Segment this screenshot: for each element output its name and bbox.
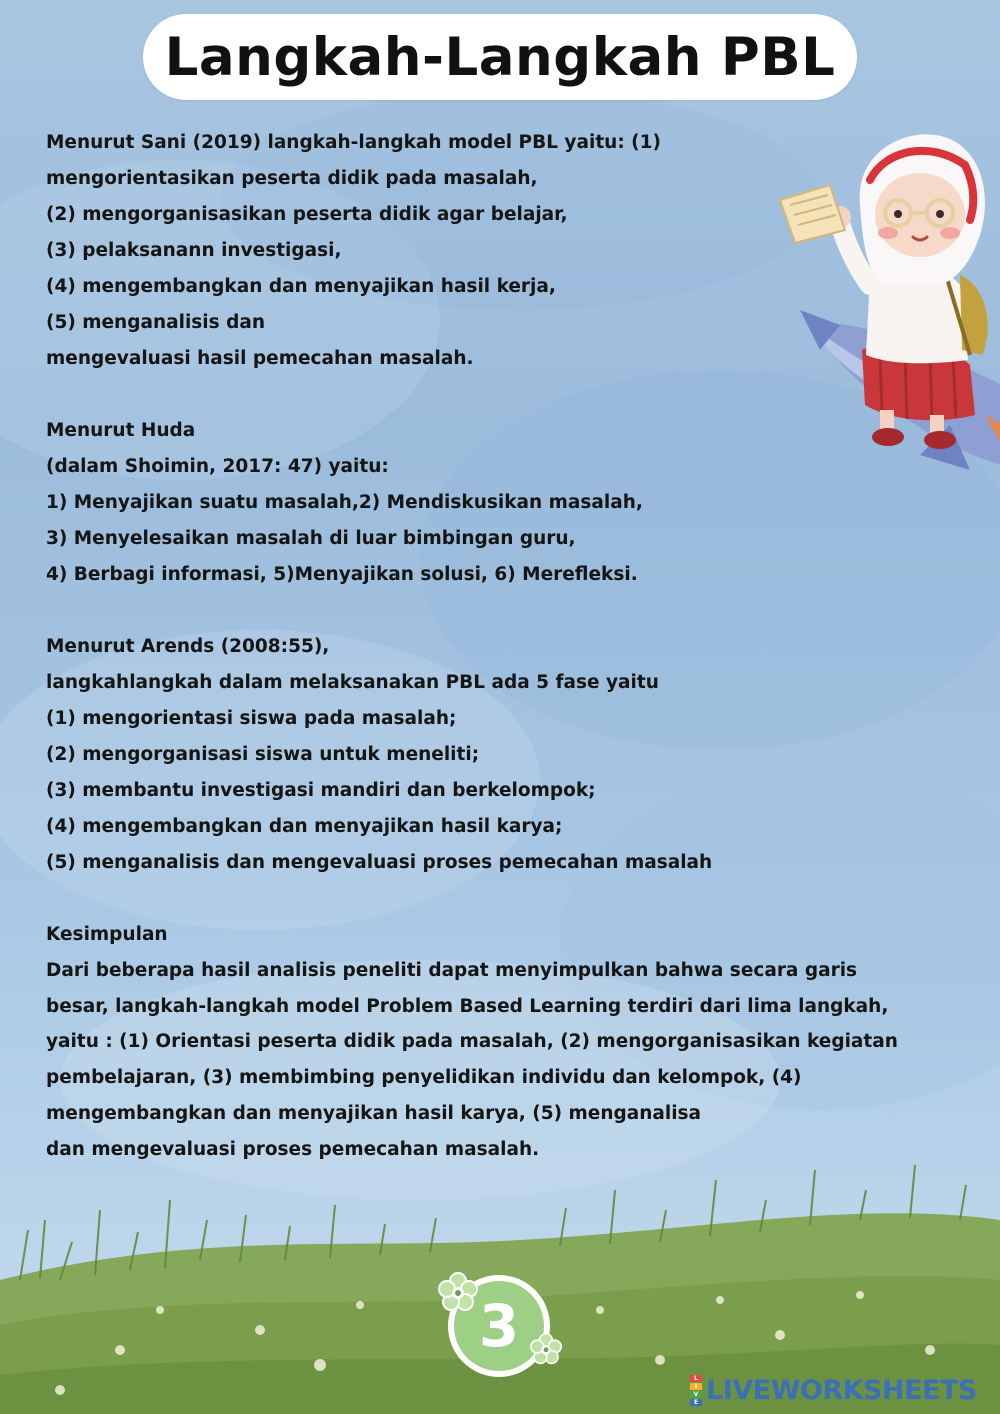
text-line: (4) mengembangkan dan menyajikan hasil kerja, — [46, 276, 556, 297]
title-banner — [143, 14, 857, 100]
text-line: yaitu : (1) Orientasi peserta didik pada masalah, (2) mengorganisasikan kegiatan — [46, 1031, 898, 1053]
girl-on-rocket-illustration — [770, 125, 1000, 470]
logo-letter: L — [690, 1375, 702, 1382]
logo-letter: I — [690, 1383, 702, 1390]
section-arends — [46, 629, 966, 881]
text-line: (dalam Shoimin, 2017: 47) yaitu: — [46, 456, 389, 477]
section-heading: Kesimpulan — [46, 924, 168, 945]
page-title: Langkah-Langkah PBL — [164, 26, 836, 88]
text-line: besar, langkah-langkah model Problem Based Learning terdiri dari lima langkah, — [46, 995, 889, 1017]
text-line: 4) Berbagi informasi, 5)Menyajikan solusi, 6) Merefleksi. — [46, 564, 638, 585]
text-line: 3) Menyelesaikan masalah di luar bimbingan guru, — [46, 528, 576, 549]
page-number: 3 — [454, 1281, 544, 1371]
text-line: Menurut Huda — [46, 420, 196, 441]
text-line: (2) mengorganisasikan peserta didik agar belajar, — [46, 204, 568, 225]
watermark-text: LIVEWORKSHEETS — [706, 1374, 977, 1406]
text-line: pembelajaran, (3) membimbing penyelidikan individu dan kelompok, (4) — [46, 1067, 802, 1089]
text-line: Menurut Sani (2019) langkah-langkah model PBL yaitu: (1) — [46, 132, 661, 153]
text-line: (2) mengorganisasi siswa untuk meneliti; — [46, 744, 480, 765]
section-gap — [46, 881, 966, 917]
text-line: 1) Menyajikan suatu masalah,2) Mendiskusikan masalah, — [46, 492, 643, 513]
text-line: (3) pelaksanann investigasi, — [46, 240, 342, 261]
text-line: Dari beberapa hasil analisis peneliti dapat menyimpulkan bahwa secara garis — [46, 959, 858, 981]
text-line: mengembangkan dan menyajikan hasil karya, (5) menganalisa — [46, 1102, 702, 1124]
text-line: langkahlangkah dalam melaksanakan PBL ada 5 fase yaitu — [46, 672, 659, 693]
text-line: (5) menganalisis dan mengevaluasi proses pemecahan masalah — [46, 852, 713, 873]
flower-icon — [438, 1272, 478, 1312]
logo-letter: V — [690, 1391, 702, 1398]
flower-icon — [530, 1333, 562, 1365]
text-line: (4) mengembangkan dan menyajikan hasil karya; — [46, 816, 563, 837]
liveworksheets-watermark — [690, 1374, 977, 1406]
text-line: (5) menganalisis dan — [46, 312, 265, 333]
text-line: dan mengevaluasi proses pemecahan masalah. — [46, 1138, 540, 1160]
text-line: mengevaluasi hasil pemecahan masalah. — [46, 348, 474, 369]
text-line: Menurut Arends (2008:55), — [46, 636, 330, 657]
text-line: (1) mengorientasi siswa pada masalah; — [46, 708, 457, 729]
section-kesimpulan — [46, 917, 966, 1168]
liveworksheets-logo-icon — [690, 1374, 702, 1406]
section-gap — [46, 593, 966, 629]
text-line: (3) membantu investigasi mandiri dan berkelompok; — [46, 780, 596, 801]
logo-letter: E — [690, 1399, 702, 1406]
text-line: mengorientasikan peserta didik pada masalah, — [46, 168, 538, 189]
